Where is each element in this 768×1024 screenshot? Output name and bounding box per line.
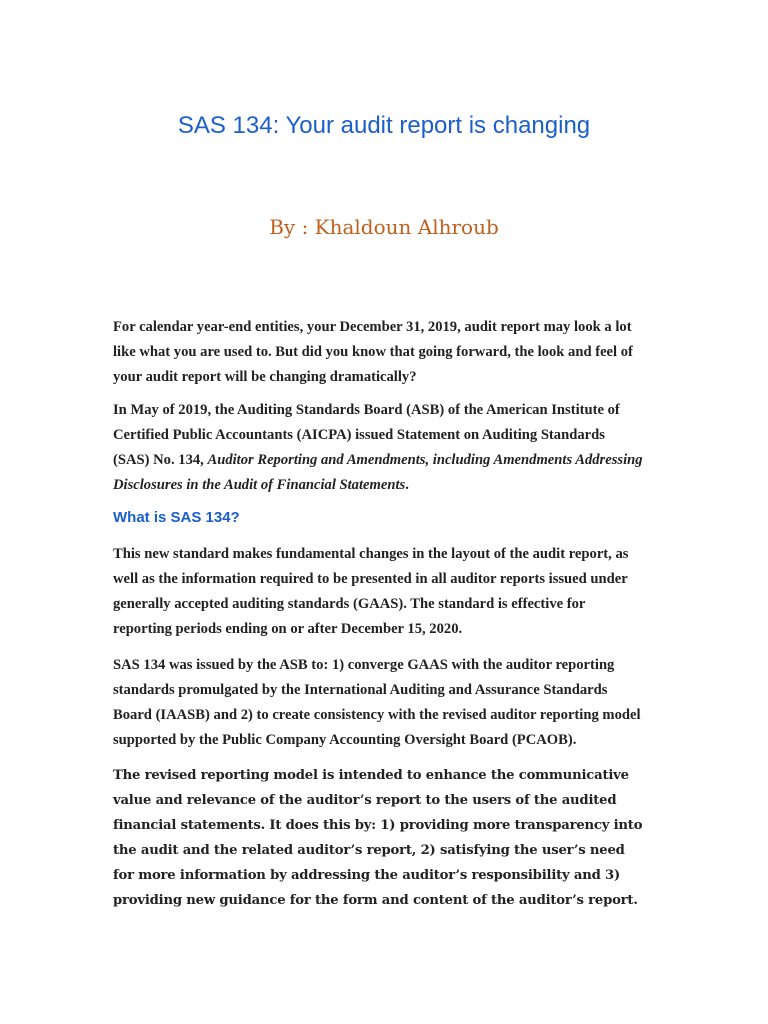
issuance-purpose-paragraph: SAS 134 was issued by the ASB to: 1) converge GAAS with the auditor reporting standards promulgated by the International Auditing and Assurance Standards Board (IAASB) and 2) to create consistency with the revised auditor reporting model supported by the Public Company Accounting Oversight Board (PCAOB).: [113, 657, 641, 748]
author-byline: By : Khaldoun Alhroub: [269, 215, 499, 239]
background-paragraph-end: .: [405, 477, 409, 493]
reporting-model-paragraph: The revised reporting model is intended to enhance the communicative value and relevance of the auditor’s report to the users of the audited financial statements. It does this by: 1) providing more transparency into the audit and the related auditor’s report, 2) satisfying the user’s need for more information by addressing the auditor’s responsibility and 3) providing new guidance for the form and content of the auditor’s report.: [113, 768, 643, 908]
intro-paragraph: For calendar year-end entities, your December 31, 2019, audit report may look a lot like what you are used to. But did you know that going forward, the look and feel of your audit report will be changing dramatically?: [113, 319, 633, 385]
standard-description-paragraph: This new standard makes fundamental changes in the layout of the audit report, as well as the information required to be presented in all auditor reports issued under generally accepted auditing standards (GAAS). The standard is effective for reporting periods ending on or after December 15, 2020.: [113, 546, 629, 637]
page-title: SAS 134: Your audit report is changing: [177, 112, 591, 139]
background-paragraph-lead: In May of 2019, the Auditing Standards Board (ASB) of the American Institute of Certified Public Accountants (AICPA) issued Statement on Auditing Standards (SAS) No. 134,: [113, 402, 620, 468]
section-heading: What is SAS 134?: [113, 509, 240, 526]
standard-title-italic: Auditor Reporting and Amendments, including Amendments Addressing Disclosures in the Audit of Financial Statements: [113, 452, 643, 493]
background-paragraph: [113, 398, 645, 498]
